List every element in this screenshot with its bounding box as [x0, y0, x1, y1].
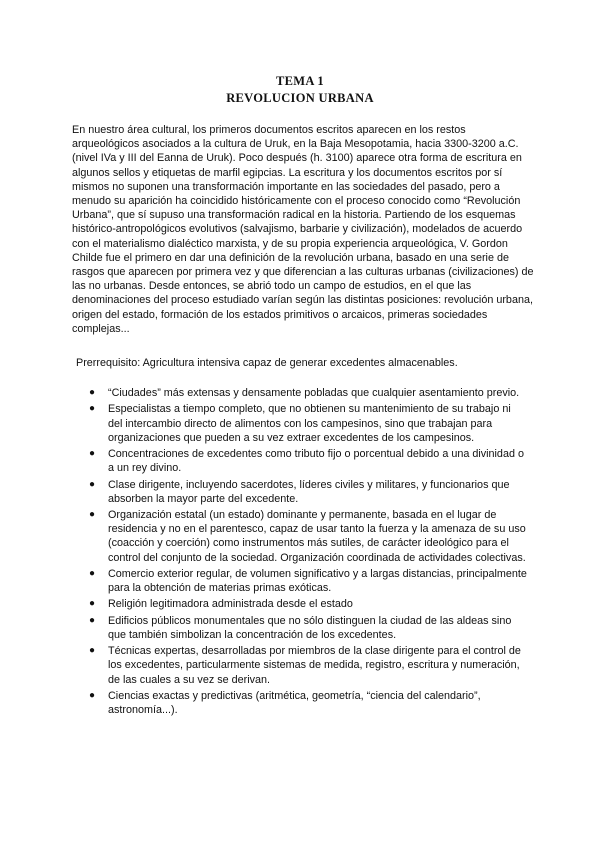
bullet-icon: ● — [89, 689, 96, 701]
intro-paragraph: En nuestro área cultural, los primeros documentos escritos aparecen en los restos arqueológicos asociados a la cultura de Uruk, en la Baja Mesopotamia, hacia 3300-3200 a.C. (nivel IVa y III del Eanna de Uruk). Poco después (h. 3100) aparece otra forma de escritura en algunos sellos y etiquetas de marfil egipcias. La escritura y los documentos escritos por sí mismos no suponen una transformación importante en las sociedades del pasado, pero a menudo su aparición ha coincidido históricamente con el proceso conocido como “Revolución Urbana”, que sí supuso una transformación radical en la historia. Partiendo de los esquemas histórico-antropológicos evolutivos (salvajismo, barbarie y civilización), modelados de acuerdo con el materialismo dialéctico marxista, y de su propia experiencia arqueológica, V. Gordon Childe fue el primero en dar una definición de la revolución urbana, basado en una serie de rasgos que aparecen por primera vez y que diferencian a las culturas urbanas (civilizaciones) de las no urbanas. Desde entonces, se abrió todo un campo de estudios, en el que las denominaciones del proceso estudiado varían según las distintas posiciones: revolución urbana, origen del estado, formación de los estados primitivos o arcaicos, primeras sociedades complejas... — [72, 124, 534, 335]
list-item — [0, 689, 528, 717]
list-item — [0, 386, 528, 400]
list-item-text: “Ciudades” más extensas y densamente pobladas que cualquier asentamiento previo. — [108, 387, 520, 399]
bullet-icon: ● — [89, 387, 96, 398]
list-item-text: Clase dirigente, incluyendo sacerdotes, líderes civiles y militares, y funcionarios que absorben la mayor parte del excedente. — [108, 478, 510, 505]
list-item — [0, 597, 528, 611]
document-subtitle: REVOLUCION URBANA — [226, 91, 374, 105]
list-item — [0, 614, 528, 642]
bullet-icon: ● — [89, 614, 96, 626]
list-item — [0, 567, 528, 595]
list-item — [0, 644, 528, 687]
list-item-text: Especialistas a tiempo completo, que no obtienen su mantenimiento de su trabajo ni del intercambio directo de alimentos con los campesinos, sino que trabajan para organizaciones que pueden a su vez extraer excedentes de los campesinos. — [108, 403, 511, 444]
prerequisite-line: Prerrequisito: Agricultura intensiva capaz de generar excedentes almacenables. — [76, 357, 458, 369]
bullet-icon: ● — [89, 567, 96, 579]
bullet-icon: ● — [89, 645, 96, 657]
document-title: TEMA 1 — [276, 74, 324, 88]
features-list — [0, 386, 600, 719]
list-item-text: Organización estatal (un estado) dominante y permanente, basada en el lugar de residencia y no en el parentesco, capaz de usar tanto la fuerza y la amenaza de su uso (coacción y coerción) como instrumentos más sutiles, de carácter ideológico para el control del conjunto de la sociedad. Organización coordinada de actividades colectivas. — [108, 509, 526, 564]
list-item-text: Edificios públicos monumentales que no sólo distinguen la ciudad de las aldeas sino que también simbolizan la concentración de los excedentes. — [108, 614, 512, 641]
bullet-icon: ● — [89, 448, 96, 459]
bullet-icon: ● — [89, 598, 96, 610]
bullet-icon: ● — [89, 403, 96, 415]
list-item — [0, 402, 528, 445]
list-item-text: Religión legitimadora administrada desde el estado — [108, 598, 353, 611]
bullet-icon: ● — [89, 509, 96, 520]
list-item-text: Técnicas expertas, desarrolladas por miembros de la clase dirigente para el control de los excedentes, particularmente sistemas de medida, registro, escritura y numeración, de las cuales a su vez se derivan. — [108, 645, 521, 686]
list-item-text: Concentraciones de excedentes como tributo fijo o porcentual debido a una divinidad o a un rey divino. — [108, 448, 524, 475]
list-item-text: Comercio exterior regular, de volumen significativo y a largas distancias, principalmente para la obtención de materias primas exóticas. — [108, 567, 527, 595]
list-item-text: Ciencias exactas y predictivas (aritmética, geometría, “ciencia del calendario”, astronomía...). — [108, 689, 481, 717]
list-item — [0, 447, 528, 475]
list-item — [0, 478, 528, 506]
bullet-icon: ● — [89, 478, 96, 490]
list-item — [0, 508, 528, 565]
